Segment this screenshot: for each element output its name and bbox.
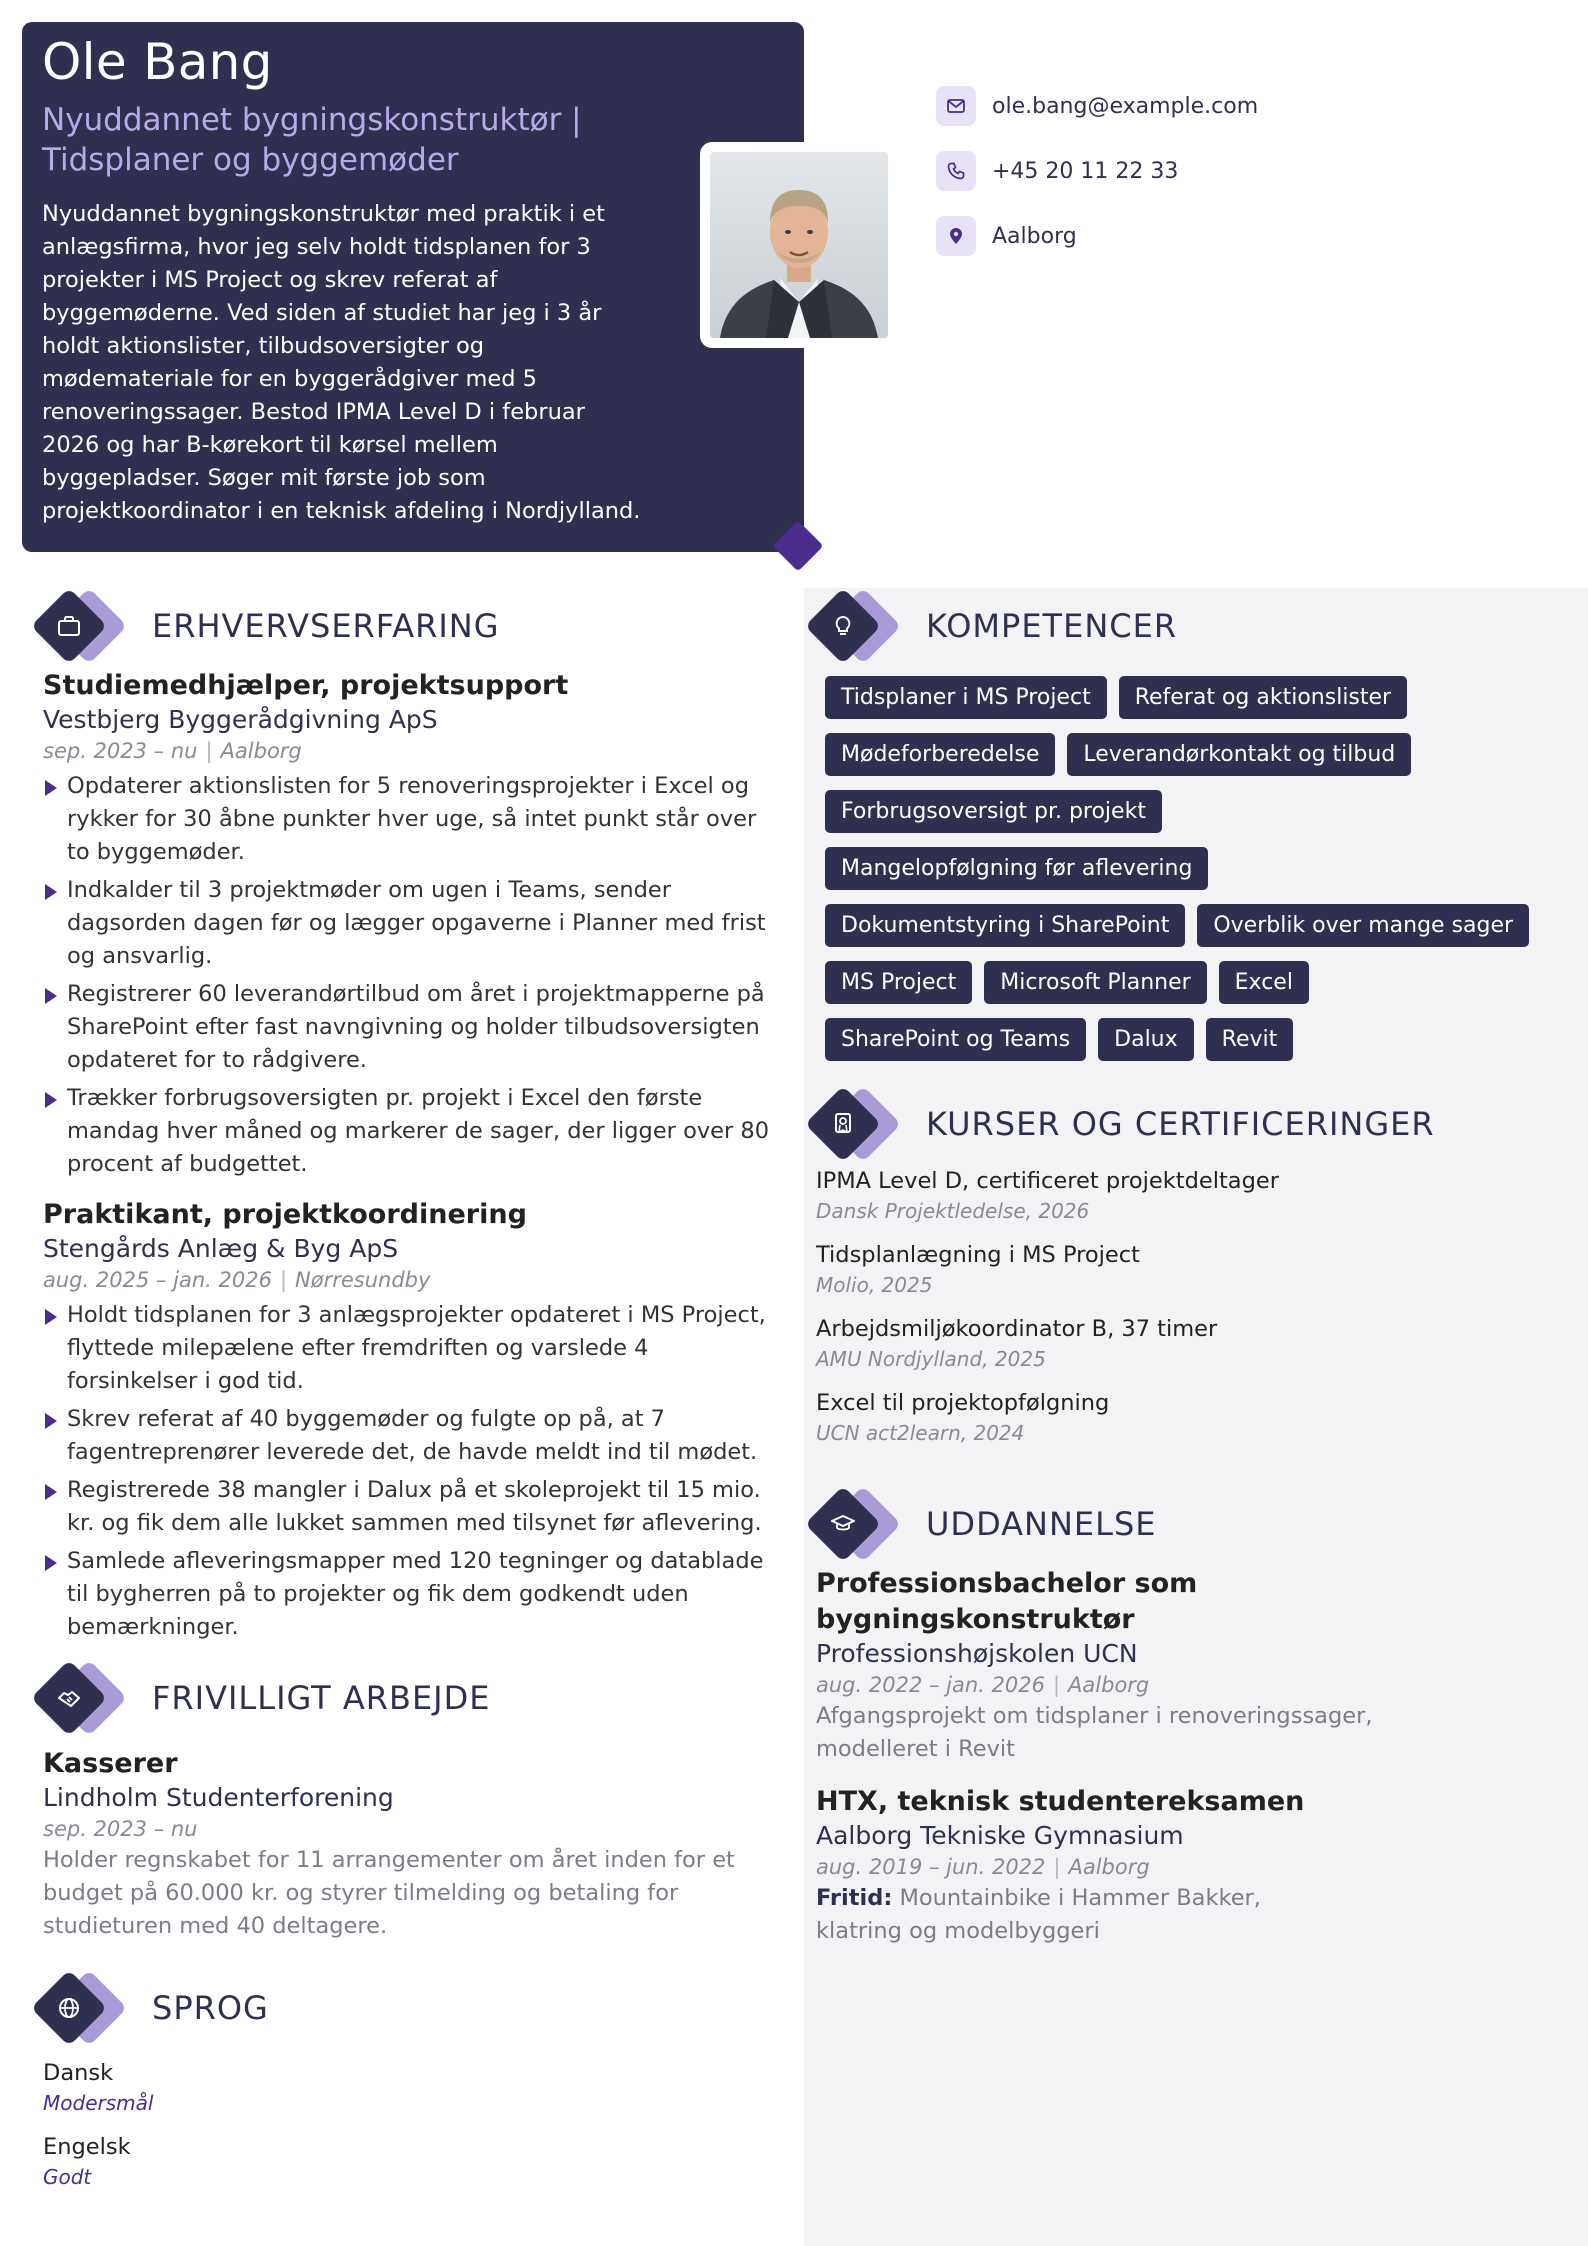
graduation-cap-icon	[828, 1509, 858, 1539]
education-meta: aug. 2022 – jan. 2026 | Aalborg	[816, 1673, 1150, 1697]
job-period: aug. 2025 – jan. 2026	[43, 1268, 272, 1292]
skill-chip: Microsoft Planner	[984, 961, 1206, 1004]
course-title: Tidsplanlægning i MS Project	[816, 1242, 1140, 1268]
section-title: ERHVERVSERFARING	[152, 607, 500, 645]
course-title: Arbejdsmiljøkoordinator B, 37 timer	[816, 1316, 1218, 1342]
skills-chips	[825, 676, 1545, 1075]
degree-title: HTX, teknisk studentereksamen	[816, 1786, 1305, 1817]
map-pin-icon	[936, 216, 976, 256]
volunteer-description: Holder regnskabet for 11 arrangementer om året inden for et budget på 60.000 kr. og styrer tilmelding og betaling for studieturen med 40 deltagere.	[43, 1847, 735, 1939]
section-volunteer-heading	[32, 1660, 490, 1736]
education-note	[816, 1882, 1336, 1948]
bullet-item: Trækker forbrugsoversigten pr. projekt i Excel den første mandag hver måned og markerer de sager, der ligger over 80 procent af budgettet.	[43, 1082, 773, 1181]
summary: Nyuddannet bygningskonstruktør med praktik i et anlægsfirma, hvor jeg selv holdt tidsplanen for 3 projekter i MS Project og skrev referat af byggemøderne. Ved siden af studiet har jeg i 3 år holdt aktionslister, tilbudsoversigter og mødemateriale for en byggerådgiver med 5 renoveringssager. Bestod IPMA Level D i februar 2026 og har B-kørekort til kørsel mellem byggepladser. Søger mit første job som projektkoordinator i en teknisk afdeling i Nordjylland.	[42, 201, 641, 524]
education-meta: aug. 2019 – jun. 2022 | Aalborg	[816, 1855, 1150, 1879]
language-list	[43, 2058, 773, 2206]
bullet-item: Opdaterer aktionslisten for 5 renoveringsprojekter i Excel og rykker for 30 åbne punkter hver uge, så intet punkt står over to byggemøder.	[43, 770, 773, 869]
note-text: Mountainbike i Hammer Bakker, klatring og modelbyggeri	[816, 1885, 1261, 1944]
skill-chip: Revit	[1206, 1018, 1294, 1061]
skill-chip: Mødeforberedelse	[825, 733, 1055, 776]
volunteer-period: sep. 2023 – nu	[43, 1817, 198, 1841]
volunteer-title: Kasserer	[43, 1748, 178, 1779]
language-level: Godt	[43, 2165, 92, 2189]
skill-chip: Referat og aktionslister	[1119, 676, 1407, 719]
school-name: Professionshøjskolen UCN	[816, 1639, 1138, 1668]
course-title: IPMA Level D, certificeret projektdeltager	[816, 1168, 1279, 1194]
contact-phone	[936, 151, 1258, 191]
bullet-item: Skrev referat af 40 byggemøder og fulgte op på, at 7 fagentreprenører leverede det, de havde meldt ind til mødet.	[43, 1403, 773, 1469]
skill-chip: Leverandørkontakt og tilbud	[1067, 733, 1411, 776]
skill-chip: Forbrugsoversigt pr. projekt	[825, 790, 1162, 833]
section-title: KURSER OG CERTIFICERINGER	[926, 1105, 1435, 1143]
section-courses-heading	[806, 1086, 1435, 1162]
course-issuer: AMU Nordjylland, 2025	[816, 1347, 1046, 1371]
job-meta: aug. 2025 – jan. 2026 | Nørresundby	[43, 1268, 431, 1292]
course-issuer: Molio, 2025	[816, 1273, 933, 1297]
skill-chip: Excel	[1219, 961, 1309, 1004]
job-bullets	[43, 1299, 773, 1644]
location-text: Aalborg	[992, 223, 1077, 249]
education-period: aug. 2019 – jun. 2022	[816, 1855, 1046, 1879]
job-title: Praktikant, projektkoordinering	[43, 1199, 527, 1230]
note-label: Fritid:	[816, 1885, 893, 1911]
header-card	[22, 22, 804, 552]
school-name: Aalborg Tekniske Gymnasium	[816, 1821, 1184, 1850]
portrait-image	[710, 152, 888, 338]
course-issuer: Dansk Projektledelse, 2026	[816, 1199, 1090, 1223]
education-entry	[816, 1566, 1496, 1766]
language-name: Engelsk	[43, 2134, 131, 2160]
section-education-heading	[806, 1486, 1156, 1562]
skill-chip: Mangelopfølgning før aflevering	[825, 847, 1208, 890]
headline: Nyuddannet bygningskonstruktør | Tidsplaner og byggemøder	[42, 102, 582, 178]
handshake-icon	[54, 1683, 84, 1713]
education-location: Aalborg	[1068, 1673, 1150, 1697]
education-location: Aalborg	[1068, 1855, 1150, 1879]
bullet-item: Registrerer 60 leverandørtilbud om året i projektmapperne på SharePoint efter fast navngivning og holder tilbudsoversigten opdateret for to rådgivere.	[43, 978, 773, 1077]
skill-chip: Overblik over mange sager	[1197, 904, 1529, 947]
volunteer-org: Lindholm Studenterforening	[43, 1783, 394, 1812]
education-note: Afgangsprojekt om tidsplaner i renoveringssager, modelleret i Revit	[816, 1703, 1373, 1762]
section-title: KOMPETENCER	[926, 607, 1178, 645]
course-title: Excel til projektopfølgning	[816, 1390, 1110, 1416]
skill-chip: Dalux	[1098, 1018, 1194, 1061]
experience-list	[43, 668, 773, 1649]
section-title: UDDANNELSE	[926, 1505, 1157, 1543]
job-meta: sep. 2023 – nu | Aalborg	[43, 739, 302, 763]
job-entry	[43, 668, 773, 1181]
volunteer-entry	[43, 1746, 773, 1943]
skill-chip: SharePoint og Teams	[825, 1018, 1086, 1061]
section-title: FRIVILLIGT ARBEJDE	[152, 1679, 491, 1717]
bullet-item: Samlede afleveringsmapper med 120 tegninger og datablade til bygherren på to projekter og fik dem godkendt uden bemærkninger.	[43, 1545, 773, 1644]
education-entry	[816, 1784, 1496, 1948]
award-icon	[828, 1109, 858, 1139]
job-bullets	[43, 770, 773, 1181]
bullet-item: Holdt tidsplanen for 3 anlægsprojekter opdateret i MS Project, flyttede milepælene efter fremdriften og varslede 4 forsinkelser i god tid.	[43, 1299, 773, 1398]
email-text[interactable]: ole.bang@example.com	[992, 93, 1259, 119]
phone-icon	[936, 151, 976, 191]
job-entry	[43, 1197, 773, 1644]
job-location: Nørresundby	[295, 1268, 431, 1292]
briefcase-icon	[54, 611, 84, 641]
job-company: Stengårds Anlæg & Byg ApS	[43, 1234, 399, 1263]
profile-photo	[700, 142, 898, 348]
education-list	[816, 1566, 1496, 1948]
section-title: SPROG	[152, 1989, 269, 2027]
skill-chip: Dokumentstyring i SharePoint	[825, 904, 1185, 947]
job-location: Aalborg	[220, 739, 302, 763]
bullet-item: Registrerede 38 mangler i Dalux på et skoleprojekt til 15 mio. kr. og fik dem alle lukket sammen med tilsynet før aflevering.	[43, 1474, 773, 1540]
language-level: Modersmål	[43, 2091, 154, 2115]
job-period: sep. 2023 – nu	[43, 739, 198, 763]
section-skills-heading	[806, 588, 1177, 664]
contact-email	[936, 86, 1258, 126]
job-title: Studiemedhjælper, projektsupport	[43, 670, 569, 701]
skill-chip: Tidsplaner i MS Project	[825, 676, 1107, 719]
education-period: aug. 2022 – jan. 2026	[816, 1673, 1045, 1697]
globe-icon	[54, 1993, 84, 2023]
lightbulb-icon	[828, 611, 858, 641]
job-company: Vestbjerg Byggerådgivning ApS	[43, 705, 438, 734]
course-issuer: UCN act2learn, 2024	[816, 1421, 1025, 1445]
skill-chip: MS Project	[825, 961, 972, 1004]
course-list	[816, 1166, 1546, 1462]
degree-title: Professionsbachelor som bygningskonstruktør	[816, 1568, 1198, 1635]
candidate-name: Ole Bang	[42, 33, 273, 91]
section-experience-heading	[32, 588, 500, 664]
phone-text[interactable]: +45 20 11 22 33	[992, 158, 1179, 184]
envelope-icon	[936, 86, 976, 126]
contact-location	[936, 216, 1258, 256]
bullet-item: Indkalder til 3 projektmøder om ugen i Teams, sender dagsorden dagen før og lægger opgaverne i Planner med frist og ansvarlig.	[43, 874, 773, 973]
language-name: Dansk	[43, 2060, 114, 2086]
contact-info	[936, 86, 1258, 281]
section-languages-heading	[32, 1970, 269, 2046]
